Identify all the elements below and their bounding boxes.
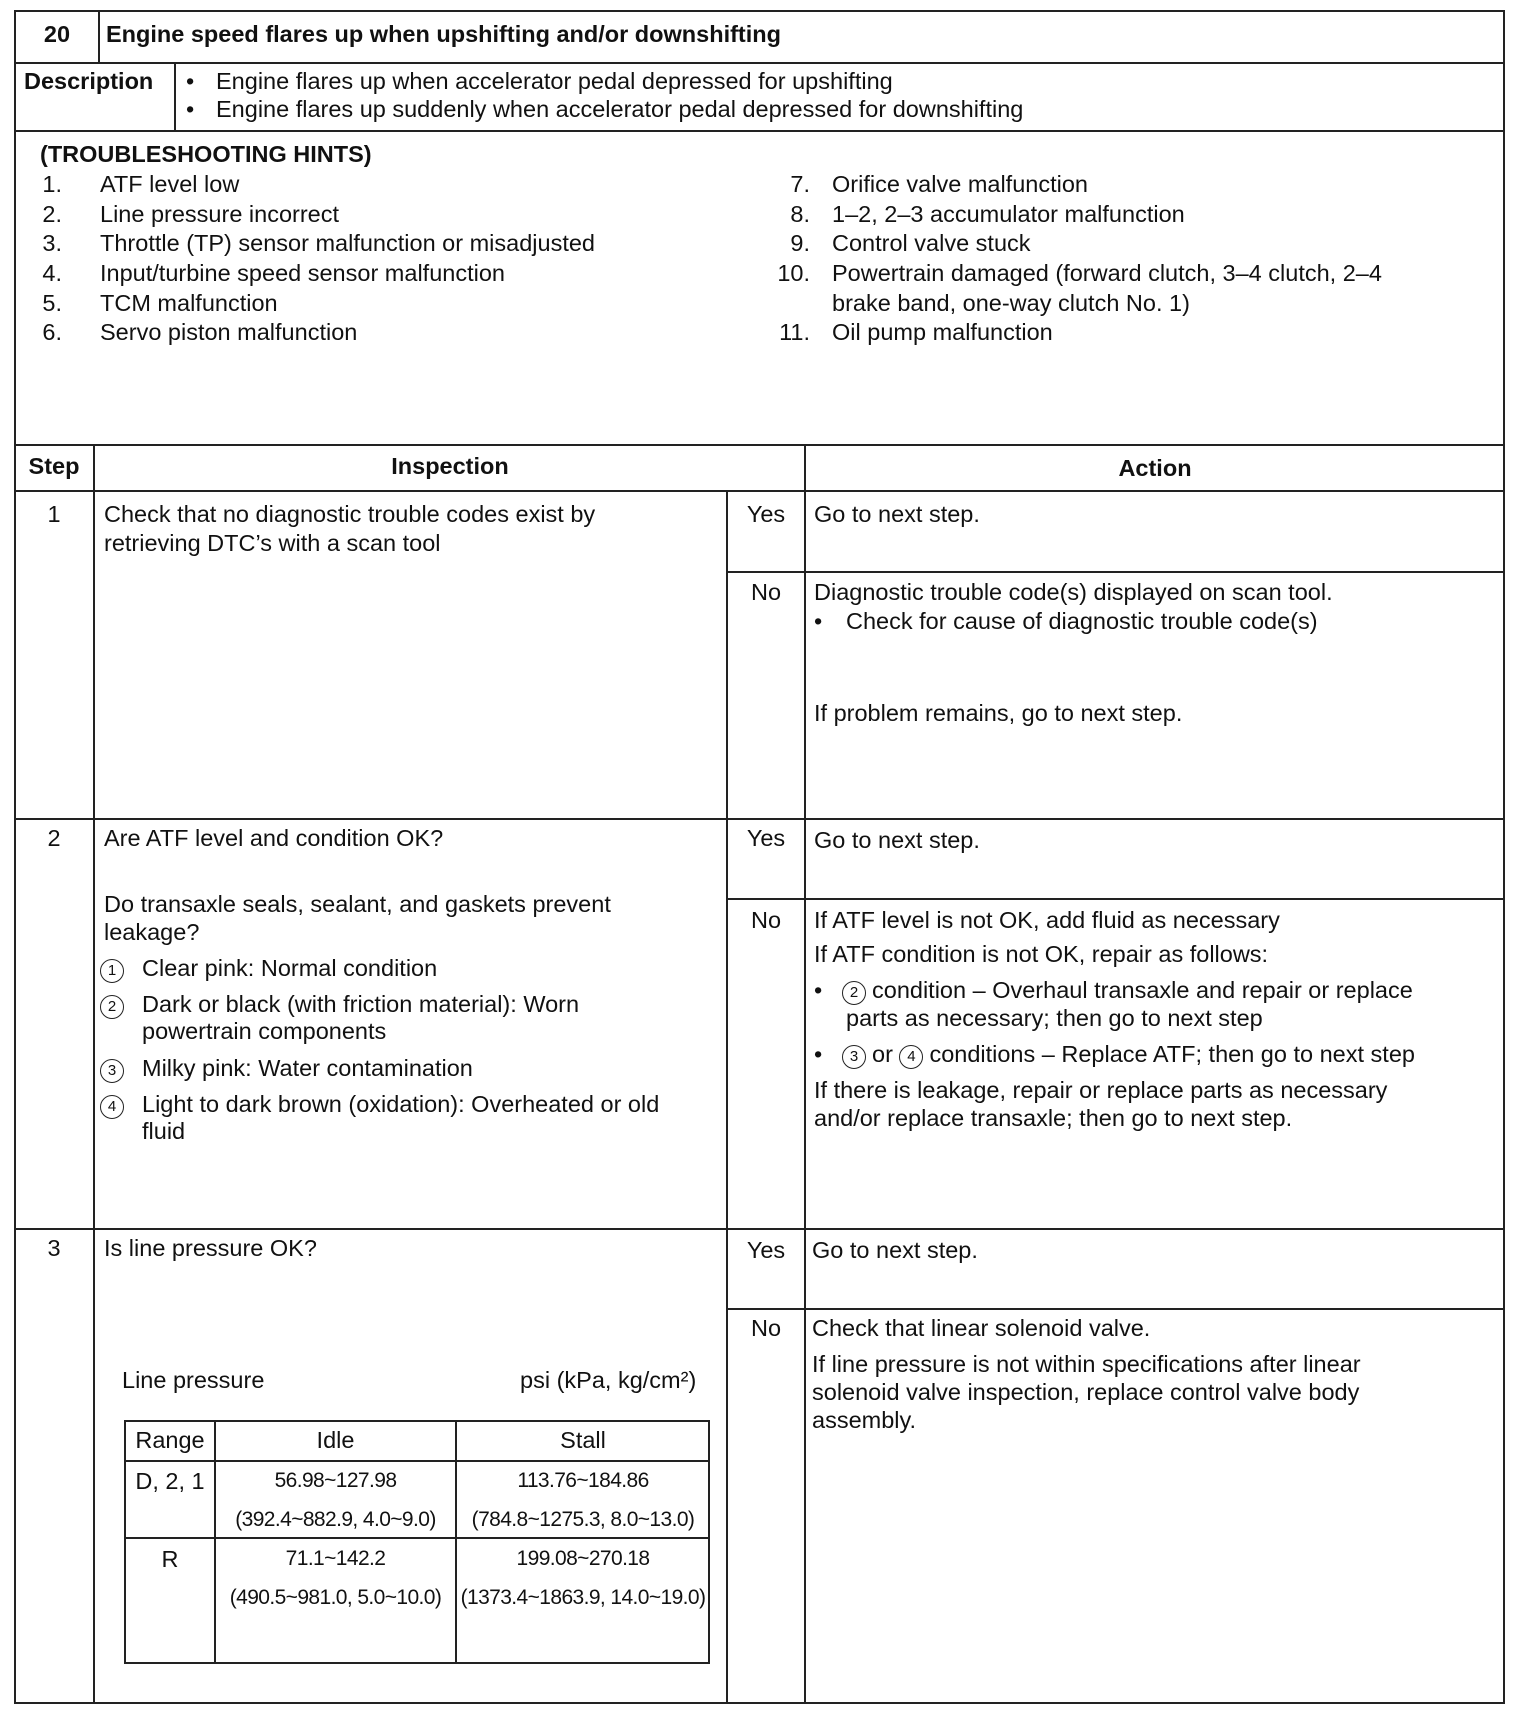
action-column-rule [804,444,806,1704]
step-number: 2 [47,825,61,851]
condition-text: Light to dark brown (oxidation): Overheated or old [142,1091,660,1117]
description-bullet-2: • [186,96,195,122]
hint-number: 8. [790,201,810,227]
hint-text: 1–2, 2–3 accumulator malfunction [832,201,1185,227]
no-label: No [750,907,782,933]
step-inspection-text: Do transaxle seals, sealant, and gaskets prevent [104,891,611,917]
no-action-text: Check that linear solenoid valve. [812,1315,1151,1341]
condition-marker [100,990,130,1019]
inspection-column-header: Inspection [391,453,509,479]
no-action-text: Check for cause of diagnostic trouble code(s) [846,608,1318,634]
hint-text: Control valve stuck [832,230,1031,256]
procedure-number: 20 [43,21,71,47]
description-divider [174,62,176,132]
condition-number-icon: 4 [899,1045,923,1069]
spec-table-header: Range [135,1427,205,1453]
spec-table-cell: 113.76~184.86 [517,1469,649,1492]
no-action-text: If there is leakage, repair or replace parts as necessary [814,1077,1388,1103]
step-inspection-text: Check that no diagnostic trouble codes exist by [104,501,596,527]
condition-text: Milky pink: Water contamination [142,1055,473,1081]
no-action-text: If ATF condition is not OK, repair as follows: [814,941,1269,967]
hint-number: 2. [42,201,62,227]
description-item-1: Engine flares up when accelerator pedal depressed for upshifting [216,68,893,94]
hint-number: 10. [777,260,810,286]
spec-table-header: Idle [316,1427,355,1453]
hint-number: 4. [42,260,62,286]
hints-title: (TROUBLESHOOTING HINTS) [40,141,372,167]
spec-label: Line pressure [122,1367,265,1393]
step-number: 1 [47,501,61,527]
condition-marker [100,954,130,983]
description-bullet-1: • [186,68,195,94]
hint-number: 6. [42,319,62,345]
procedure-title: Engine speed flares up when upshifting and/or downshifting [106,21,781,47]
no-action-text: If problem remains, go to next step. [814,700,1183,726]
spec-table-cell: D, 2, 1 [135,1468,205,1494]
condition-text: Dark or black (with friction material): Worn [142,991,580,1017]
no-label: No [750,579,782,605]
description-label: Description [24,68,154,94]
step-inspection-text: retrieving DTC’s with a scan tool [104,530,441,556]
step-inspection-text: leakage? [104,919,200,945]
no-action-bullet: • [814,1041,823,1067]
condition-number-icon: 3 [100,1059,124,1083]
hint-number: 5. [42,290,62,316]
condition-marker [100,1054,130,1083]
hint-text: Throttle (TP) sensor malfunction or misadjusted [100,230,595,256]
yes-no-rule-2 [726,898,1505,900]
spec-table-col-rule [214,1420,216,1664]
no-action-text: or [872,1041,893,1067]
condition-text: fluid [142,1118,186,1144]
hint-text: Line pressure incorrect [100,201,340,227]
no-action-text: Diagnostic trouble code(s) displayed on scan tool. [814,579,1333,605]
spec-table-row-rule [124,1460,710,1462]
yes-label: Yes [746,1237,786,1263]
condition-text: powertrain components [142,1018,387,1044]
no-action-bullet: • [814,977,823,1003]
hint-number: 11. [779,319,810,345]
condition-marker [100,1090,130,1119]
no-label: No [750,1315,782,1341]
inspection-column-rule [726,490,728,1704]
no-action-text: condition – Overhaul transaxle and repair or replace [872,977,1413,1003]
hint-text: Oil pump malfunction [832,319,1053,345]
hint-number: 3. [42,230,62,256]
yes-action: Go to next step. [814,501,980,527]
no-action-bullet: • [814,608,823,634]
no-action-text: assembly. [812,1407,917,1433]
yes-label: Yes [746,501,786,527]
table-header-rule [14,490,1505,492]
step-row-rule-1 [14,818,1505,820]
action-column-header: Action [1118,455,1192,481]
step-row-rule-2 [14,1228,1505,1230]
spec-table-cell: (1373.4~1863.9, 14.0~19.0) [460,1586,706,1609]
no-action-text: If line pressure is not within specifications after linear [812,1351,1361,1377]
condition-number-icon: 4 [100,1095,124,1119]
step-column-header: Step [28,453,80,479]
condition-number-icon: 1 [100,959,124,983]
hint-number: 9. [790,230,810,256]
hint-text: Orifice valve malfunction [832,171,1088,197]
spec-table-cell: (392.4~882.9, 4.0~9.0) [235,1508,436,1531]
no-action-text [842,976,1413,1005]
spec-table-cell: R [161,1546,179,1572]
spec-table-col-rule [455,1420,457,1664]
hint-number: 1. [42,171,62,197]
spec-table-row-rule [124,1537,710,1539]
no-action-text: conditions – Replace ATF; then go to next step [929,1041,1415,1067]
spec-table-cell: 71.1~142.2 [285,1547,386,1570]
hint-number: 7. [790,171,810,197]
yes-action: Go to next step. [812,1237,978,1263]
no-action-text [842,1040,1415,1069]
hint-text: Powertrain damaged (forward clutch, 3–4 clutch, 2–4 [832,260,1382,286]
hint-text: Input/turbine speed sensor malfunction [100,260,505,286]
condition-number-icon: 2 [842,981,866,1005]
spec-table-cell: (490.5~981.0, 5.0~10.0) [229,1586,442,1609]
no-action-text: solenoid valve inspection, replace control valve body [812,1379,1360,1405]
step-number: 3 [47,1235,61,1261]
hint-text-continued: brake band, one-way clutch No. 1) [832,290,1190,316]
yes-action: Go to next step. [814,827,980,853]
hint-text: ATF level low [100,171,240,197]
description-item-2: Engine flares up suddenly when accelerator pedal depressed for downshifting [216,96,1024,122]
yes-no-rule-1 [726,571,1505,573]
spec-unit: psi (kPa, kg/cm²) [520,1367,697,1393]
spec-table-cell: 56.98~127.98 [274,1469,397,1492]
step-column-rule [93,444,95,1704]
hint-text: TCM malfunction [100,290,278,316]
spec-table-cell: (784.8~1275.3, 8.0~13.0) [471,1508,695,1531]
yes-label: Yes [746,825,786,851]
title-divider [98,10,100,64]
yes-no-rule-3 [726,1308,1505,1310]
no-action-text: and/or replace transaxle; then go to next step. [814,1105,1293,1131]
condition-number-icon: 2 [100,995,124,1019]
no-action-text: If ATF level is not OK, add fluid as necessary [814,907,1280,933]
condition-text: Clear pink: Normal condition [142,955,438,981]
spec-table-header: Stall [560,1427,606,1453]
line-pressure-table [124,1420,710,1664]
spec-table-cell: 199.08~270.18 [516,1547,650,1570]
step-inspection-text: Is line pressure OK? [104,1235,317,1261]
step-inspection-text: Are ATF level and condition OK? [104,825,444,851]
condition-number-icon: 3 [842,1045,866,1069]
no-action-text: parts as necessary; then go to next step [846,1005,1263,1031]
hint-text: Servo piston malfunction [100,319,358,345]
